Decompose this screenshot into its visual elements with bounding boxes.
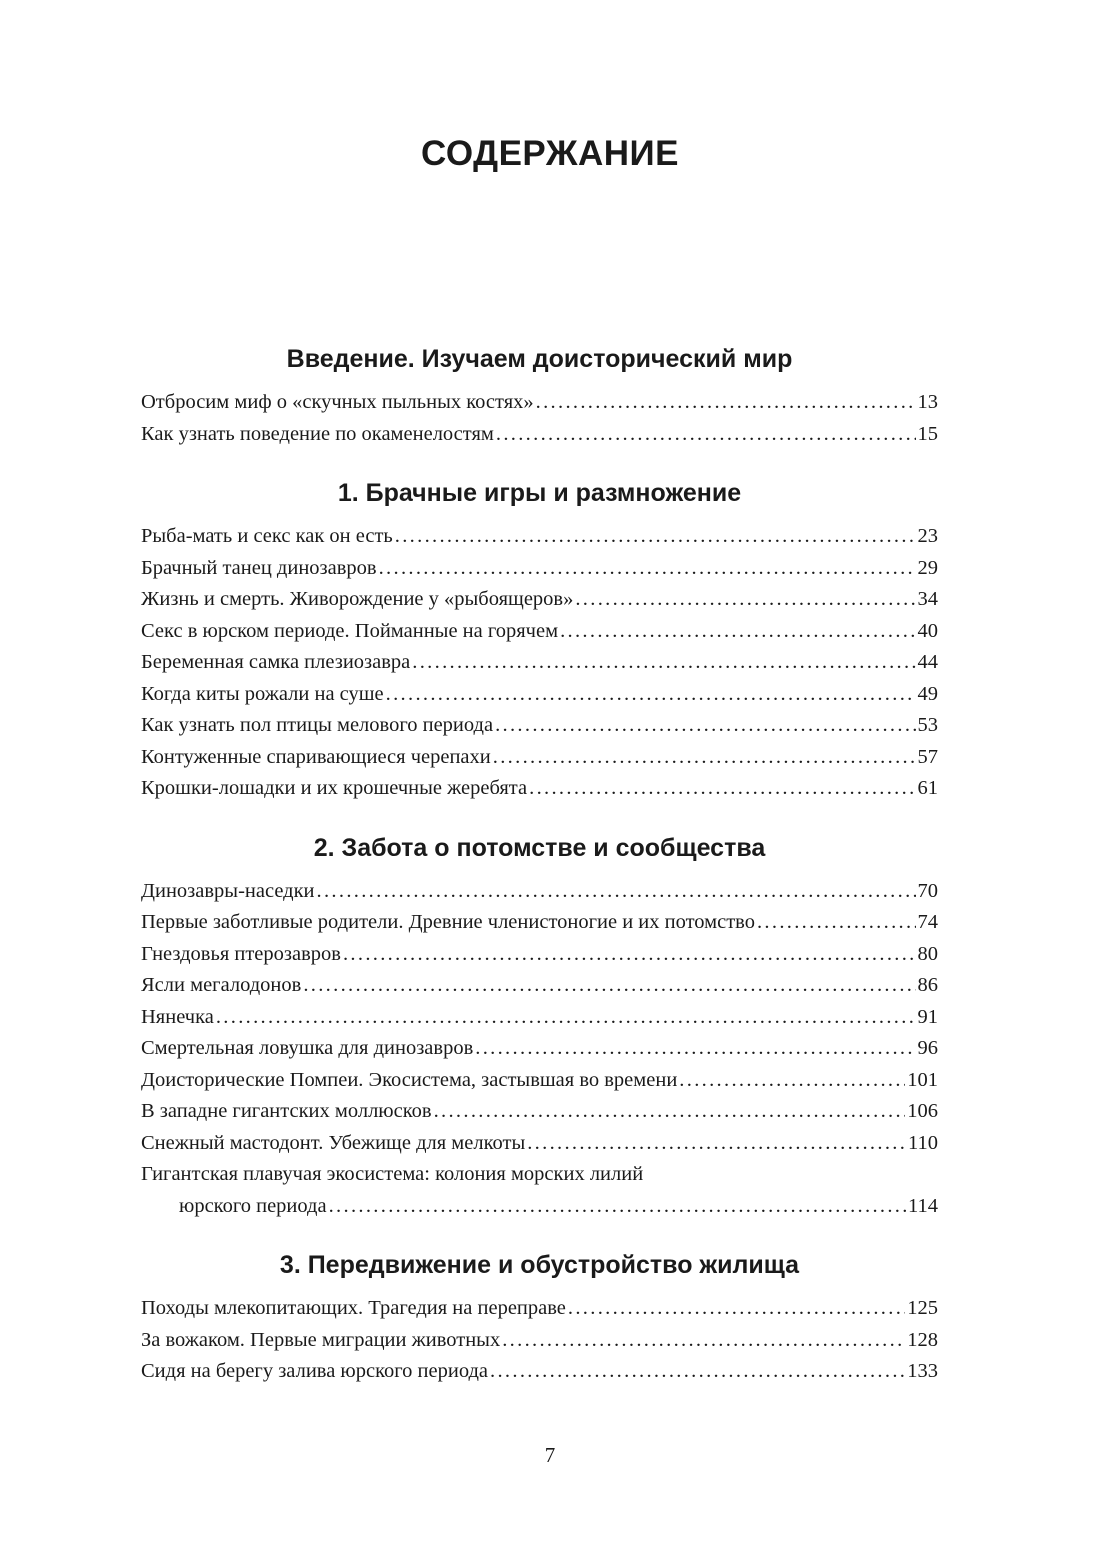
toc-entry[interactable] bbox=[141, 970, 938, 1002]
entry-page: 15 bbox=[917, 422, 938, 445]
dot-leader bbox=[216, 1002, 916, 1034]
entry-title: Нянечка bbox=[141, 1005, 214, 1028]
entry-title: Ясли мегалодонов bbox=[141, 974, 302, 996]
toc-entry[interactable] bbox=[141, 1356, 938, 1388]
entry-page: 13 bbox=[917, 391, 938, 413]
toc-entry[interactable] bbox=[141, 939, 938, 971]
entry-title-line1: Гигантская плавучая экосистема: колония морских лилий bbox=[141, 1163, 644, 1185]
entry-title: Крошки-лошадки и их крошечные жеребята bbox=[141, 777, 528, 799]
entry-title: Гнездовья птерозавров bbox=[141, 942, 341, 965]
dot-leader bbox=[679, 1065, 905, 1097]
toc-entry-wrapped[interactable] bbox=[141, 1159, 938, 1222]
dot-leader bbox=[317, 876, 916, 908]
dot-leader bbox=[495, 710, 915, 742]
toc-entry[interactable] bbox=[141, 616, 938, 648]
entry-title: Доисторические Помпеи. Экосистема, застывшая во времени bbox=[141, 1068, 678, 1091]
entry-page: 40 bbox=[917, 619, 938, 642]
entry-title: Походы млекопитающих. Трагедия на переправе bbox=[141, 1297, 566, 1319]
section-heading: 3. Передвижение и обустройство жилища bbox=[279, 1251, 800, 1279]
toc-entry[interactable] bbox=[141, 419, 938, 451]
dot-leader bbox=[395, 521, 916, 553]
entry-page: 44 bbox=[917, 651, 938, 673]
entry-page: 61 bbox=[917, 777, 938, 799]
entry-title: Снежный мастодонт. Убежище для мелкоты bbox=[141, 1131, 526, 1154]
dot-leader bbox=[568, 1293, 905, 1325]
toc-entry[interactable] bbox=[141, 1033, 938, 1065]
entry-page: 86 bbox=[917, 974, 938, 996]
entry-page: 23 bbox=[917, 525, 938, 547]
entry-page: 70 bbox=[917, 879, 938, 902]
dot-leader bbox=[527, 1128, 906, 1160]
entry-title: За вожаком. Первые миграции животных bbox=[141, 1328, 501, 1351]
entry-title: Отбросим миф о «скучных пыльных костях» bbox=[141, 391, 534, 413]
entry-page: 96 bbox=[917, 1037, 938, 1059]
entry-page: 80 bbox=[917, 942, 938, 965]
entry-page: 133 bbox=[907, 1360, 938, 1382]
dot-leader bbox=[490, 1356, 905, 1388]
section-heading: 2. Забота о потомстве и сообщества bbox=[313, 833, 766, 862]
toc-entry[interactable] bbox=[141, 773, 938, 805]
toc-entry[interactable] bbox=[141, 584, 938, 616]
entry-page: 74 bbox=[917, 911, 938, 933]
section-heading: Введение. Изучаем доисторический мир bbox=[286, 345, 793, 373]
entry-title: Первые заботливые родители. Древние членистоногие и их потомство bbox=[141, 911, 755, 933]
dot-leader bbox=[536, 387, 916, 419]
entry-title: Динозавры-наседки bbox=[141, 879, 315, 902]
entry-title: Контуженные спаривающиеся черепахи bbox=[141, 745, 491, 768]
entry-title-line2: юрского периода bbox=[179, 1194, 327, 1217]
entry-title: Когда киты рожали на суше bbox=[141, 682, 384, 705]
toc-entry[interactable] bbox=[141, 710, 938, 742]
entry-page: 91 bbox=[917, 1005, 938, 1028]
page-number: 7 bbox=[544, 1443, 556, 1467]
entry-title: Рыба-мать и секс как он есть bbox=[141, 525, 393, 547]
entry-page: 29 bbox=[917, 556, 938, 579]
toc-entry[interactable] bbox=[141, 647, 938, 679]
entry-title: Секс в юрском периоде. Пойманные на горячем bbox=[141, 619, 559, 642]
entry-title: Брачный танец динозавров bbox=[141, 556, 377, 579]
toc-entry[interactable] bbox=[141, 742, 938, 774]
entry-title: Как узнать поведение по окаменелостям bbox=[141, 422, 494, 445]
toc-entry[interactable] bbox=[141, 521, 938, 553]
entry-page: 106 bbox=[907, 1100, 938, 1122]
dot-leader bbox=[475, 1033, 915, 1065]
entry-title-line2-row bbox=[141, 1191, 938, 1223]
entry-page: 128 bbox=[907, 1328, 938, 1351]
toc-entry[interactable] bbox=[141, 1325, 938, 1357]
toc-entry[interactable] bbox=[141, 1065, 938, 1097]
toc-section-2 bbox=[141, 826, 938, 1223]
section-heading: 1. Брачные игры и размножение bbox=[337, 479, 742, 507]
toc-entry[interactable] bbox=[141, 679, 938, 711]
toc-section-1 bbox=[141, 471, 938, 805]
toc-entry[interactable] bbox=[141, 1002, 938, 1034]
dot-leader bbox=[575, 584, 915, 616]
dot-leader bbox=[329, 1191, 906, 1223]
entry-page: 53 bbox=[917, 714, 938, 736]
entry-title: Как узнать пол птицы мелового периода bbox=[141, 714, 494, 736]
entry-title: Сидя на берегу залива юрского периода bbox=[141, 1360, 489, 1382]
toc-entry[interactable] bbox=[141, 907, 938, 939]
entry-title: Смертельная ловушка для динозавров bbox=[141, 1037, 474, 1059]
dot-leader bbox=[434, 1096, 906, 1128]
toc-entry[interactable] bbox=[141, 553, 938, 585]
entry-page: 114 bbox=[908, 1194, 938, 1217]
entry-page: 110 bbox=[908, 1131, 938, 1154]
dot-leader bbox=[303, 970, 915, 1002]
entry-page: 125 bbox=[907, 1297, 938, 1319]
dot-leader bbox=[496, 419, 916, 451]
dot-leader bbox=[529, 773, 915, 805]
dot-leader bbox=[493, 742, 916, 774]
entry-title: В западне гигантских моллюсков bbox=[141, 1100, 432, 1122]
toc-entry[interactable] bbox=[141, 1096, 938, 1128]
entry-title: Жизнь и смерть. Живорождение у «рыбоящеров» bbox=[141, 588, 574, 610]
toc-entry[interactable] bbox=[141, 1293, 938, 1325]
dot-leader bbox=[757, 907, 916, 939]
toc-entry[interactable] bbox=[141, 876, 938, 908]
entry-title: Беременная самка плезиозавра bbox=[141, 651, 411, 673]
entry-page: 57 bbox=[917, 745, 938, 768]
toc-entry[interactable] bbox=[141, 387, 938, 419]
toc-section-3 bbox=[141, 1243, 938, 1388]
toc-entry[interactable] bbox=[141, 1128, 938, 1160]
entry-page: 34 bbox=[917, 588, 938, 610]
toc-section-introduction bbox=[141, 337, 938, 450]
dot-leader bbox=[386, 679, 916, 711]
dot-leader bbox=[379, 553, 916, 585]
dot-leader bbox=[560, 616, 915, 648]
dot-leader bbox=[412, 647, 915, 679]
page-title: СОДЕРЖАНИЕ bbox=[420, 134, 679, 173]
dot-leader bbox=[343, 939, 916, 971]
entry-page: 49 bbox=[917, 682, 938, 705]
entry-page: 101 bbox=[907, 1068, 938, 1091]
table-of-contents bbox=[141, 337, 938, 1388]
dot-leader bbox=[502, 1325, 905, 1357]
